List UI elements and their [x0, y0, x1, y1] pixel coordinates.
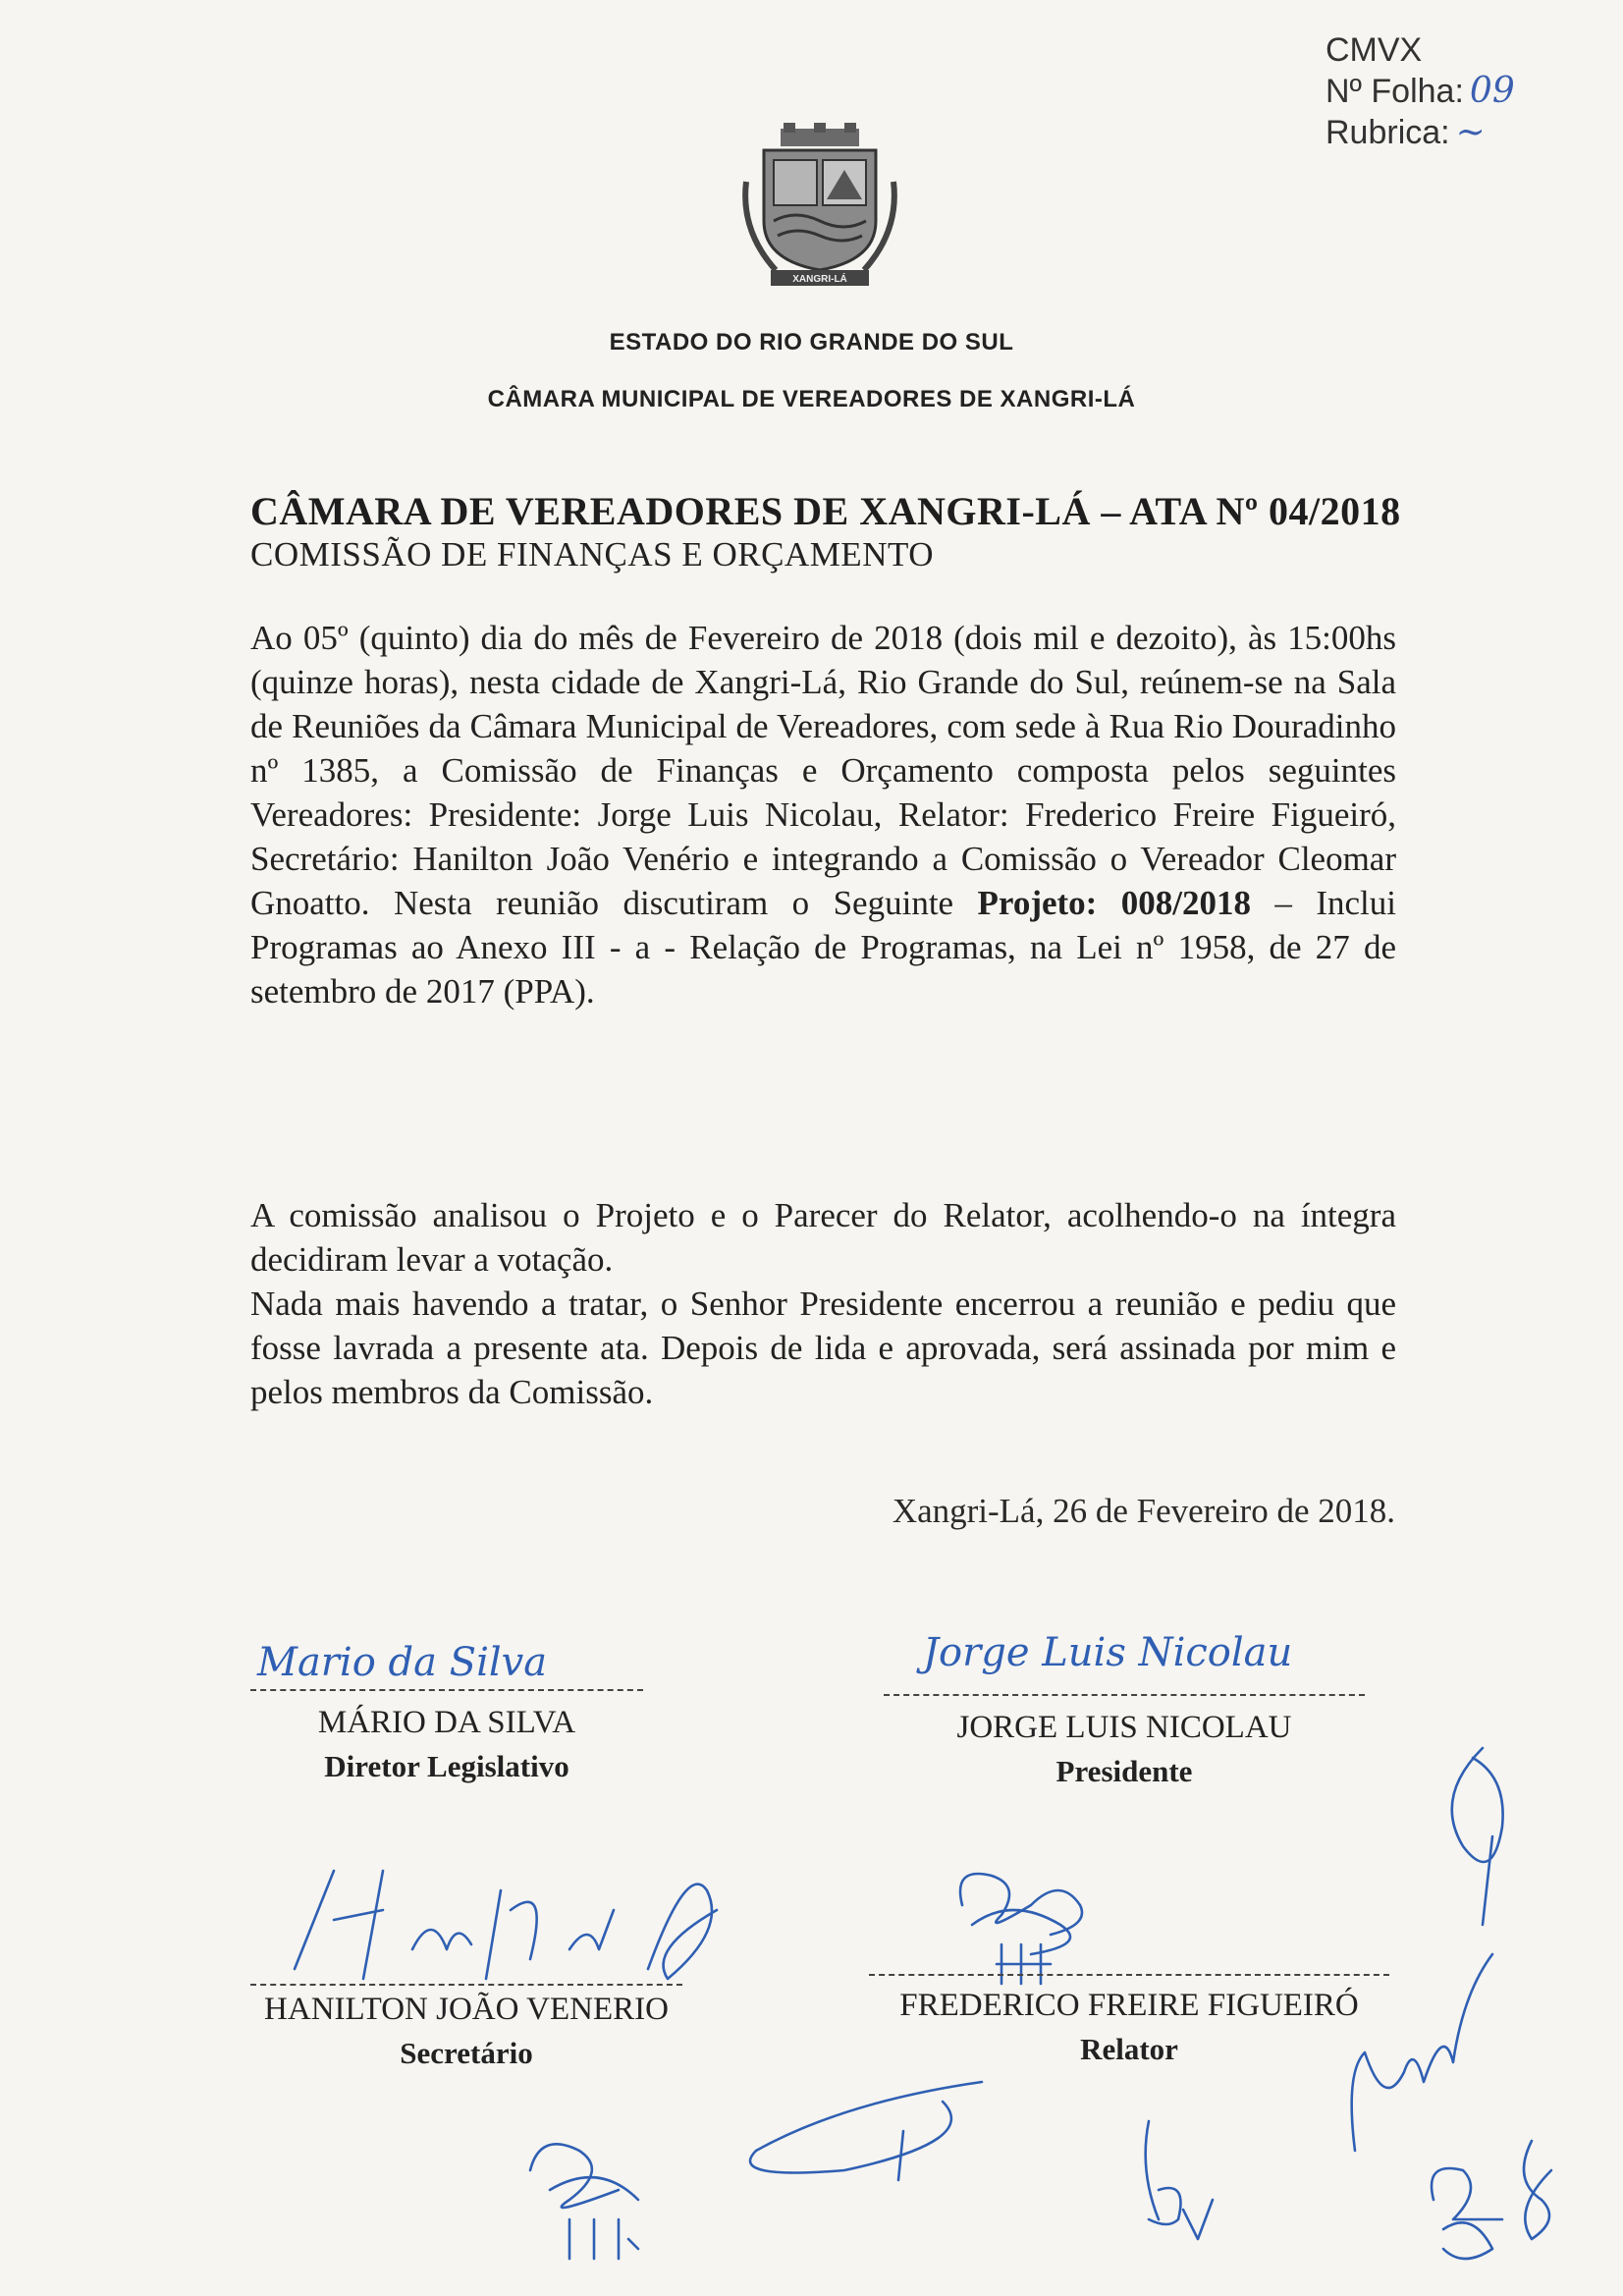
signer-name: FREDERICO FREIRE FIGUEIRÓ [899, 1988, 1359, 2023]
signature-hanilton-icon [275, 1851, 746, 1998]
stamp-folha [1325, 71, 1515, 112]
stamp-line1: CMVX [1325, 31, 1423, 69]
project-reference: Projeto: 008/2018 [977, 884, 1251, 922]
stamp-folha-label: Nº Folha: [1325, 73, 1464, 110]
signer-role: Secretário [400, 2036, 533, 2070]
stamp-rubrica-label: Rubrica: [1325, 114, 1450, 151]
stamp-rubrica-mark: ~ [1455, 112, 1486, 152]
signer-name: HANILTON JOÃO VENERIO [264, 1992, 669, 2027]
margin-rubric-loop-icon [727, 2072, 1001, 2210]
signer-role: Diretor Legislativo [324, 1749, 569, 1783]
paragraph-opening-tail: – Inclui Programas ao Anexo III - a - Relação de Programas, na Lei nº 1958, de 27 de setembro de 2017 (PPA). [250, 884, 1397, 1011]
paragraph-opening [250, 616, 1396, 1013]
signature-frederico-icon [943, 1846, 1119, 1994]
signer-role: Presidente [1055, 1754, 1193, 1788]
crest-label: XANGRI-LÁ [792, 274, 847, 285]
paragraph-analysis: A comissão analisou o Projeto e o Parecer do Relator, acolhendo-o na íntegra decidiram levar a votação. [250, 1196, 1396, 1279]
signature-scrawl-jorge: Jorge Luis Nicolau [923, 1630, 1293, 1675]
coat-of-arms-icon [736, 123, 903, 290]
margin-rubric-bottom-middle-icon [1119, 2111, 1217, 2249]
header-chamber: CÂMARA MUNICIPAL DE VEREADORES DE XANGRI-LÁ [487, 386, 1136, 412]
signer-name: JORGE LUIS NICOLAU [956, 1710, 1292, 1745]
paragraph-closing: Nada mais havendo a tratar, o Senhor Presidente encerrou a reunião e pediu que fosse lavrada a presente ata. Depois de lida e aprovada, será assinada por mim e pelos membros da Comissão. [250, 1285, 1396, 1411]
margin-rubric-bottom-left-icon [511, 2121, 668, 2269]
paragraph-opening-text: Ao 05º (quinto) dia do mês de Fevereiro de 2018 (dois mil e dezoito), às 15:00hs (quinze horas), nesta cidade de Xangri-Lá, Rio Grande do Sul, reúnem-se na Sala de Reuniões da Câmara Municipal de Vereadores, com sede à Rua Rio Douradinho nº 1385, a Comissão de Finanças e Orçamento composta pelos seguintes Vereadores: Presidente: Jorge Luis Nicolau, Relator: Frederico Freire Figueiró, Secretário: Hanilton João Venério e integrando a Comissão o Vereador Cleomar Gnoatto. Nesta reunião discutiram o Seguinte [250, 619, 1396, 922]
signature-line [869, 1974, 1389, 1976]
signature-scrawl-mario: Mario da Silva [257, 1640, 548, 1685]
header-state: ESTADO DO RIO GRANDE DO SUL [609, 329, 1014, 355]
document-date: Xangri-Lá, 26 de Fevereiro de 2018. [892, 1492, 1395, 1530]
stamp-folha-value: 09 [1469, 71, 1515, 111]
document-subtitle: COMISSÃO DE FINANÇAS E ORÇAMENTO [250, 535, 934, 574]
signature-line [250, 1689, 643, 1691]
signer-role: Relator [1080, 2032, 1178, 2066]
document-title: CÂMARA DE VEREADORES DE XANGRI-LÁ – ATA Nº 04/2018 [250, 489, 1401, 533]
stamp-rubrica [1325, 112, 1515, 153]
signature-line [884, 1694, 1365, 1696]
signature-line [250, 1984, 682, 1986]
margin-rubric-top-icon [1414, 1738, 1551, 1935]
signer-name: MÁRIO DA SILVA [317, 1705, 576, 1740]
page-stamp [1325, 29, 1515, 153]
margin-rubric-bottom-right-icon [1414, 2121, 1571, 2278]
